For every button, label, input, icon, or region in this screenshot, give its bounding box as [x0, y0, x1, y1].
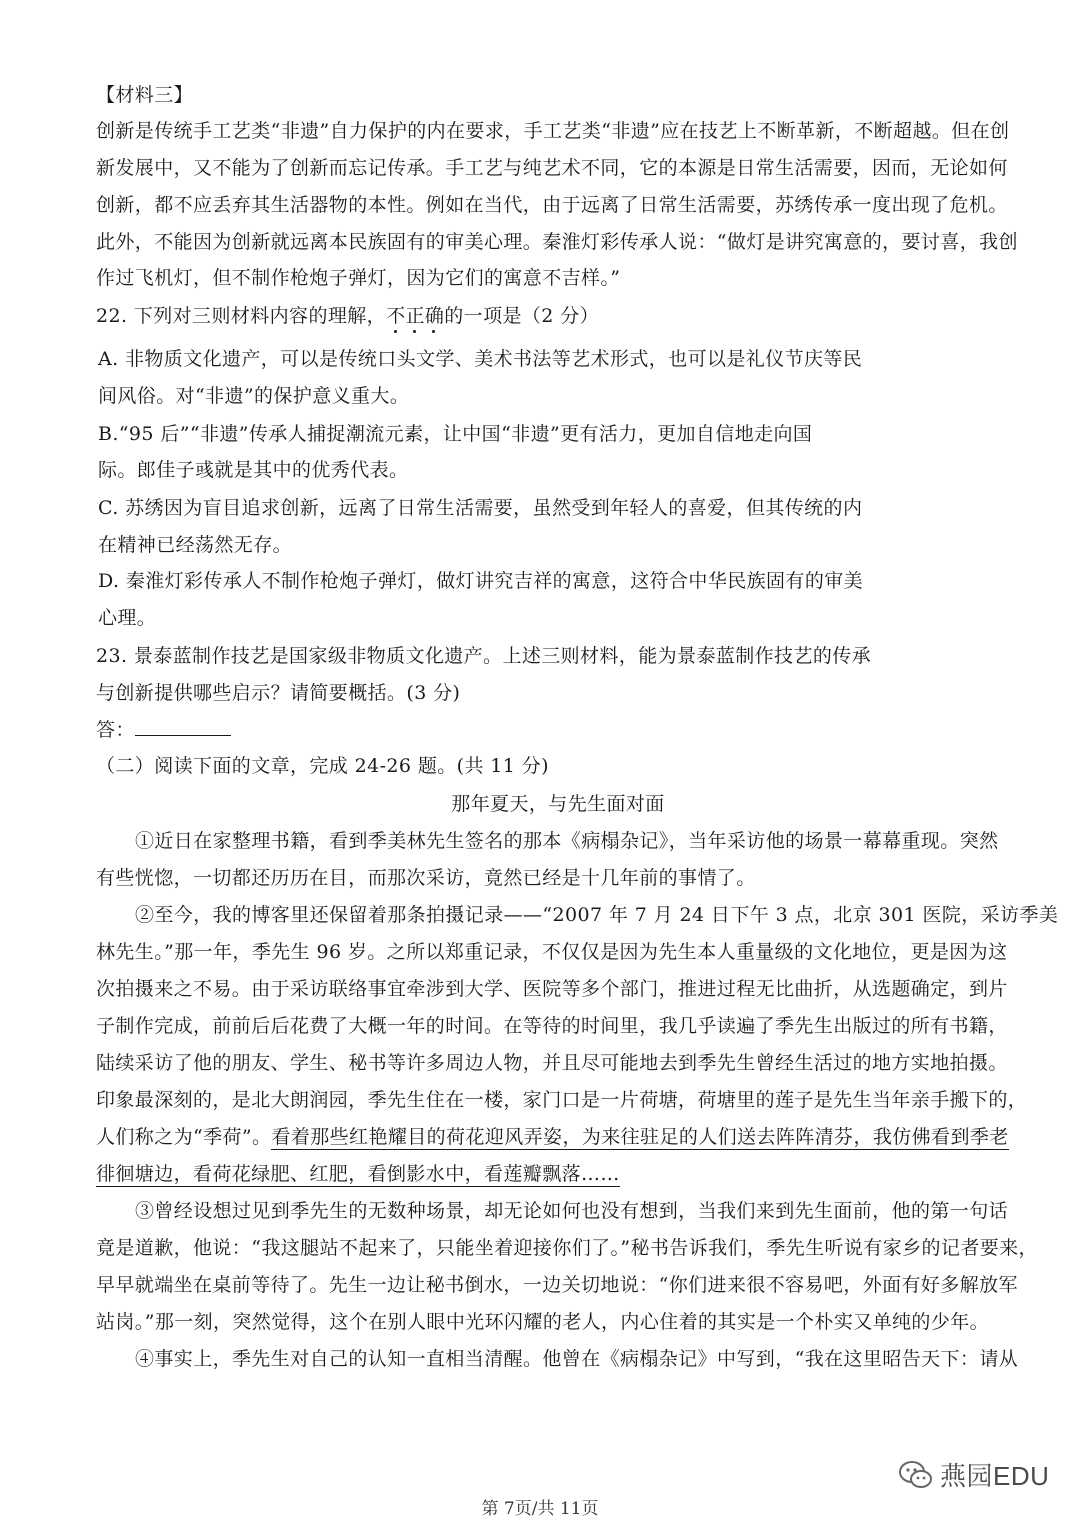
option-a-line: 间风俗。对“非遗”的保护意义重大。 — [98, 385, 410, 407]
material-line: 作过飞机灯，但不制作枪炮子弹灯，因为它们的寓意不吉样。” — [96, 267, 621, 289]
section-intro: （二）阅读下面的文章，完成 24-26 题。(共 11 分) — [96, 755, 549, 777]
paragraph-3-line: 站岗。”那一刻，突然觉得，这个在别人眼中光环闪耀的老人，内心住着的其实是一个朴实又单纯的少年。 — [96, 1311, 990, 1333]
paragraph-3-line: ③曾经设想过见到季先生的无数种场景，却无论如何也没有想到，当我们来到先生面前，他的第一句话 — [135, 1200, 1009, 1222]
option-b-line: 际。郎佳子彧就是其中的优秀代表。 — [98, 459, 409, 481]
option-a-line: A. 非物质文化遗产，可以是传统口头文学、美术书法等艺术形式，也可以是礼仪节庆等民 — [98, 348, 863, 370]
watermark — [898, 1456, 1049, 1493]
question-23-line: 23. 景泰蓝制作技艺是国家级非物质文化遗产。上述三则材料，能为景泰蓝制作技艺的传承 — [96, 645, 872, 667]
paragraph-2-line: 印象最深刻的，是北大朗润园，季先生住在一楼，家门口是一片荷塘，荷塘里的莲子是先生当年亲手搬下的， — [96, 1089, 1028, 1111]
paragraph-1-line: ①近日在家整理书籍，看到季美林先生签名的那本《病榻杂记》，当年采访他的场景一幕幕重现。突然 — [135, 830, 999, 852]
underlined-text: 看着那些红艳耀目的荷花迎风弄姿，为来往驻足的人们送去阵阵清芬，我仿佛看到季老 — [271, 1126, 1009, 1148]
paragraph-1-line: 有些恍惚，一切都还历历在目，而那次采访，竟然已经是十几年前的事情了。 — [96, 867, 756, 889]
paragraph-3-line: 早早就端坐在桌前等待了。先生一边让秘书倒水，一边关切地说：“你们进来很不容易吧，外面有好多解放军 — [96, 1274, 1018, 1296]
paragraph-3-line: 竟是道歉，他说：“我这腿站不起来了，只能坐着迎接你们了。”秘书告诉我们，季先生听说有家乡的记者要来， — [96, 1237, 1038, 1259]
answer-row — [96, 717, 231, 743]
wechat-icon — [898, 1460, 934, 1490]
paragraph-4-line: ④事实上，季先生对自己的认知一直相当清醒。他曾在《病榻杂记》中写到，“我在这里昭告天下：请从 — [135, 1348, 1019, 1370]
plain-text: 人们称之为“季荷”。 — [96, 1126, 272, 1148]
material-line: 创新是传统手工艺类“非遗”自力保护的内在要求，手工艺类“非遗”应在技艺上不断革新，不断超越。但在创 — [96, 120, 1010, 142]
material-heading: 【材料三】 — [96, 84, 194, 106]
page-number: 第 7页/共 11页 — [481, 1499, 599, 1519]
watermark-text: 燕园EDU — [940, 1461, 1050, 1491]
article-title: 那年夏天，与先生面对面 — [451, 793, 665, 815]
option-c-line: 在精神已经荡然无存。 — [98, 534, 293, 556]
emphasis-marked-text: 不正确 — [386, 305, 444, 327]
paragraph-2-line: 子制作完成，前前后后花费了大概一年的时间。在等待的时间里，我几乎读遍了季先生出版过的所有书籍， — [96, 1015, 1008, 1037]
answer-blank[interactable] — [135, 717, 231, 736]
option-d-line: D. 秦淮灯彩传承人不制作枪炮子弹灯，做灯讲究吉祥的寓意，这符合中华民族固有的审美 — [98, 570, 864, 592]
paragraph-2-line: 陆续采访了他的朋友、学生、秘书等许多周边人物，并且尽可能地去到季先生曾经生活过的地方实地拍摄。 — [96, 1052, 1008, 1074]
underlined-text: 徘徊塘边，看荷花绿肥、红肥，看倒影水中，看莲瓣飘落…… — [96, 1163, 620, 1185]
paragraph-2-line — [96, 1124, 1009, 1150]
answer-label: 答： — [96, 719, 135, 741]
option-c-line: C. 苏绣因为盲目追求创新，远离了日常生活需要，虽然受到年轻人的喜爱，但其传统的内 — [98, 497, 863, 519]
paragraph-2-line: ②至今，我的博客里还保留着那条拍摄记录——“2007 年 7 月 24 日下午 3 点，北京 301 医院，采访季美 — [135, 904, 1059, 926]
paragraph-2-line: 林先生。”那一年，季先生 96 岁。之所以郑重记录，不仅仅是因为先生本人重量级的文化地位，更是因为这 — [96, 941, 1008, 963]
material-line: 此外，不能因为创新就远离本民族固有的审美心理。秦淮灯彩传承人说：“做灯是讲究寓意的，要讨喜，我创 — [96, 231, 1018, 253]
question-22-stem — [96, 303, 599, 329]
option-d-line: 心理。 — [98, 607, 157, 629]
option-b-line: B.“95 后”“非遗”传承人捕捉潮流元素，让中国“非遗”更有活力，更加自信地走向国 — [98, 423, 813, 445]
question-22-prefix: 22. 下列对三则材料内容的理解， — [96, 305, 387, 327]
question-23-line: 与创新提供哪些启示？请简要概括。(3 分) — [96, 682, 461, 704]
material-line: 新发展中，又不能为了创新而忘记传承。手工艺与纯艺术不同，它的本源是日常生活需要，因而，无论如何 — [96, 157, 1008, 179]
paragraph-2-line: 次拍摄来之不易。由于采访联络事宜牵涉到大学、医院等多个部门，推进过程无比曲折，从选题确定，到片 — [96, 978, 1008, 1000]
material-line: 创新，都不应丢弃其生活器物的本性。例如在当代，由于远离了日常生活需要，苏绣传承一度出现了危机。 — [96, 194, 1008, 216]
paragraph-2-line — [96, 1161, 620, 1187]
question-22-suffix: 的一项是（2 分） — [444, 305, 599, 327]
